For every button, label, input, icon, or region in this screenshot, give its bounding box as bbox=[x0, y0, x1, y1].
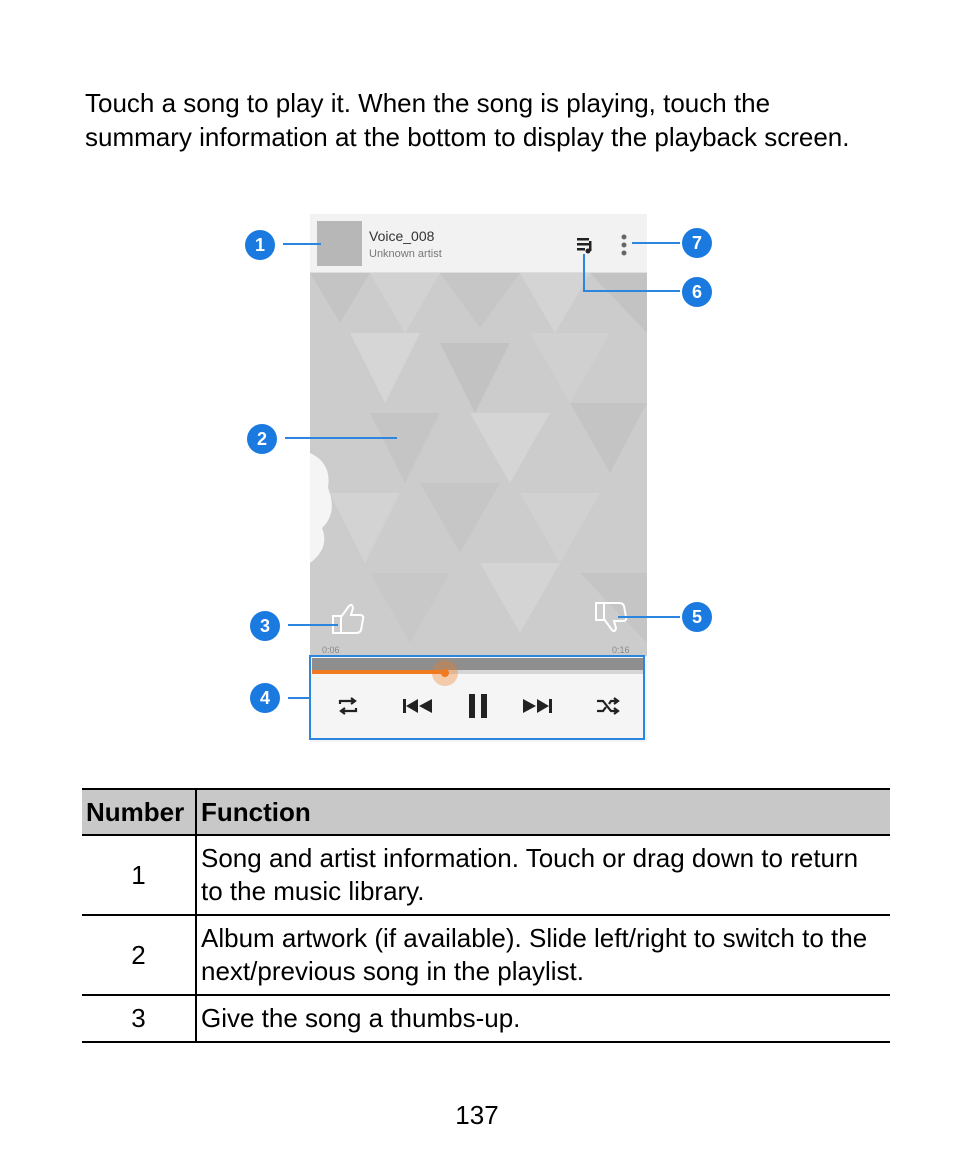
callout-5: 5 bbox=[682, 602, 712, 632]
row-number: 1 bbox=[82, 835, 196, 915]
function-table bbox=[82, 788, 890, 1043]
row-function: Give the song a thumbs-up. bbox=[196, 995, 890, 1042]
column-header-number: Number bbox=[82, 789, 196, 835]
callout-2-line bbox=[285, 437, 397, 439]
callout-7-line bbox=[632, 242, 680, 244]
table-row bbox=[82, 835, 890, 915]
thumbs-up-icon[interactable] bbox=[330, 601, 366, 635]
table-header-row bbox=[82, 789, 890, 835]
callout-7: 7 bbox=[682, 228, 712, 258]
page-number: 137 bbox=[455, 1100, 499, 1130]
callout-2: 2 bbox=[247, 424, 277, 454]
callout-4: 4 bbox=[250, 683, 280, 713]
total-duration: 0:16 bbox=[612, 645, 630, 655]
song-info-bar[interactable] bbox=[310, 214, 647, 273]
song-title: Voice_008 bbox=[369, 228, 435, 244]
row-number: 2 bbox=[82, 915, 196, 995]
column-header-function: Function bbox=[196, 789, 890, 835]
table-row bbox=[82, 915, 890, 995]
callout-3: 3 bbox=[250, 611, 280, 641]
callout-6: 6 bbox=[682, 277, 712, 307]
row-function: Album artwork (if available). Slide left/right to switch to the next/previous song in the playlist. bbox=[196, 915, 890, 995]
callout-3-line bbox=[288, 624, 338, 626]
callout-1-line bbox=[283, 243, 321, 245]
album-artwork[interactable] bbox=[310, 273, 647, 655]
more-options-icon[interactable] bbox=[620, 234, 628, 256]
intro-paragraph: Touch a song to play it. When the song is playing, touch the summary information at the bottom to display the playback screen. bbox=[85, 88, 850, 152]
table-row bbox=[82, 995, 890, 1042]
callout-6-line bbox=[583, 290, 680, 292]
thumbs-down-icon[interactable] bbox=[593, 601, 629, 635]
row-function: Song and artist information. Touch or drag down to return to the music library. bbox=[196, 835, 890, 915]
queue-icon[interactable] bbox=[576, 236, 594, 254]
elapsed-time: 0:06 bbox=[322, 645, 340, 655]
song-artist: Unknown artist bbox=[369, 248, 442, 260]
controls-highlight bbox=[309, 655, 645, 740]
callout-6-vline bbox=[583, 254, 585, 291]
callout-1: 1 bbox=[245, 230, 275, 260]
row-number: 3 bbox=[82, 995, 196, 1042]
callout-5-line bbox=[618, 616, 680, 618]
callout-4-line bbox=[288, 697, 310, 699]
album-thumbnail bbox=[317, 221, 362, 266]
